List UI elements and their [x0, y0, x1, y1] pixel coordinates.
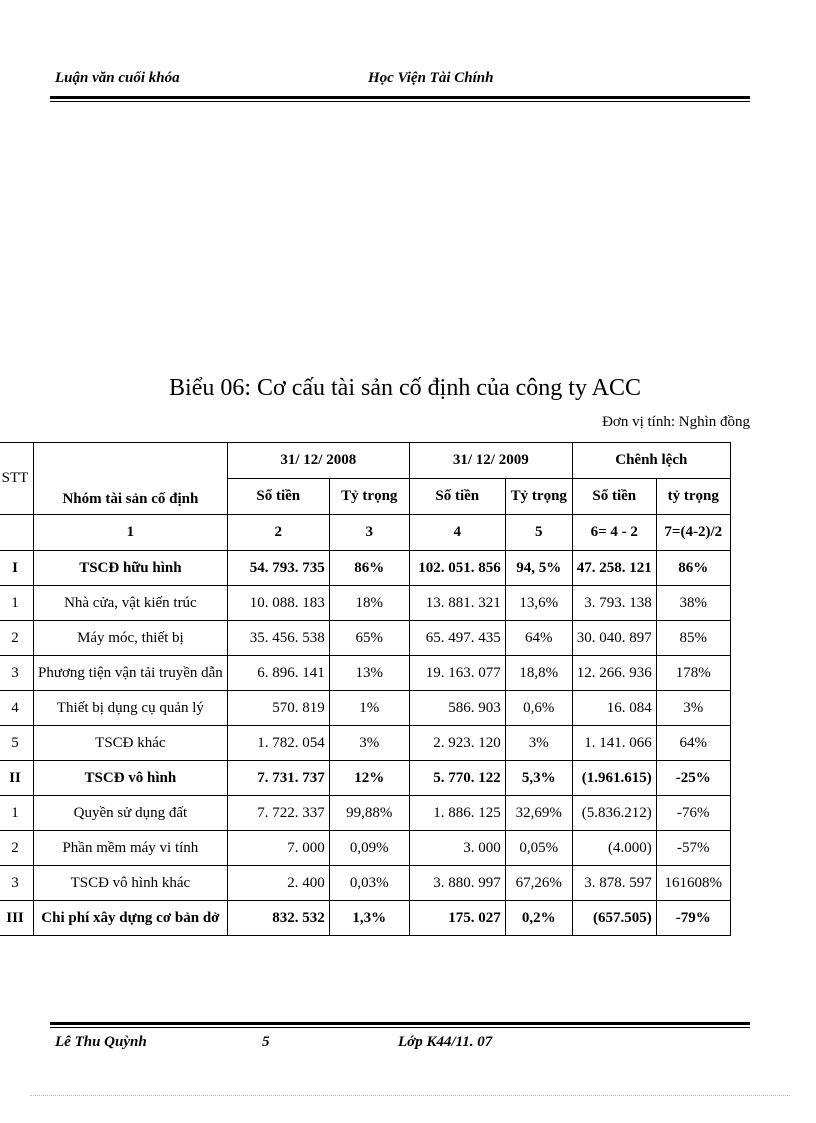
- table-row: [0, 691, 730, 726]
- row-share-2008: 1,3%: [329, 901, 409, 936]
- row-share-2009: 3%: [505, 726, 572, 761]
- row-name: Quyền sử dụng đất: [34, 796, 228, 831]
- col-num-7: 7=(4-2)/2: [656, 515, 730, 551]
- empty-cell: [0, 515, 34, 551]
- header-left: Luận văn cuối khóa: [55, 70, 180, 86]
- row-share-2008: 0,03%: [329, 866, 409, 901]
- col-num-3: 3: [329, 515, 409, 551]
- table-row: [0, 586, 730, 621]
- row-value-2009: 102. 051. 856: [409, 551, 505, 586]
- row-stt: III: [0, 901, 34, 936]
- row-share-2009: 0,2%: [505, 901, 572, 936]
- row-stt: 2: [0, 621, 34, 656]
- row-share-2009: 5,3%: [505, 761, 572, 796]
- row-diff-share: 178%: [656, 656, 730, 691]
- row-name: Nhà cửa, vật kiến trúc: [34, 586, 228, 621]
- page-edge-line: [30, 1095, 790, 1096]
- row-value-2009: 175. 027: [409, 901, 505, 936]
- row-share-2009: 0,05%: [505, 831, 572, 866]
- col-stt-header: STT: [0, 443, 34, 515]
- row-value-2008: 7. 000: [227, 831, 329, 866]
- row-share-2008: 18%: [329, 586, 409, 621]
- row-value-2009: 1. 886. 125: [409, 796, 505, 831]
- fixed-assets-table: [0, 442, 731, 936]
- row-share-2009: 0,6%: [505, 691, 572, 726]
- row-stt: 1: [0, 586, 34, 621]
- row-value-2009: 3. 000: [409, 831, 505, 866]
- row-diff-share: -25%: [656, 761, 730, 796]
- row-name: TSCĐ vô hình: [34, 761, 228, 796]
- row-diff-share: 38%: [656, 586, 730, 621]
- table-row: [0, 551, 730, 586]
- row-diff-value: 47. 258. 121: [572, 551, 656, 586]
- col-num-2: 2: [227, 515, 329, 551]
- table-title: Biểu 06: Cơ cấu tài sản cố định của công ty ACC: [169, 375, 641, 401]
- row-diff-share: -76%: [656, 796, 730, 831]
- table-row: [0, 761, 730, 796]
- header-rule-thin: [50, 101, 750, 102]
- row-stt: 3: [0, 656, 34, 691]
- row-diff-value: 3. 878. 597: [572, 866, 656, 901]
- row-value-2009: 586. 903: [409, 691, 505, 726]
- row-share-2009: 32,69%: [505, 796, 572, 831]
- footer-author: Lê Thu Quỳnh: [55, 1034, 147, 1050]
- row-value-2009: 5. 770. 122: [409, 761, 505, 796]
- row-value-2009: 3. 880. 997: [409, 866, 505, 901]
- row-share-2009: 94, 5%: [505, 551, 572, 586]
- ty-trong-header-3: tỷ trọng: [656, 479, 730, 515]
- row-stt: 5: [0, 726, 34, 761]
- row-name: Phương tiện vận tải truyền dẫn: [34, 656, 228, 691]
- row-name: Thiết bị dụng cụ quản lý: [34, 691, 228, 726]
- row-share-2008: 0,09%: [329, 831, 409, 866]
- row-share-2008: 86%: [329, 551, 409, 586]
- col-num-5: 5: [505, 515, 572, 551]
- so-tien-header-3: Số tiền: [572, 479, 656, 515]
- row-share-2009: 13,6%: [505, 586, 572, 621]
- table-row: [0, 901, 730, 936]
- table-row: [0, 656, 730, 691]
- row-diff-share: 161608%: [656, 866, 730, 901]
- row-share-2008: 12%: [329, 761, 409, 796]
- footer-page-number: 5: [262, 1034, 270, 1050]
- row-share-2009: 18,8%: [505, 656, 572, 691]
- column-number-row: [0, 515, 730, 551]
- row-diff-value: 12. 266. 936: [572, 656, 656, 691]
- row-name: TSCĐ vô hình khác: [34, 866, 228, 901]
- row-share-2009: 67,26%: [505, 866, 572, 901]
- row-value-2008: 1. 782. 054: [227, 726, 329, 761]
- row-value-2008: 10. 088. 183: [227, 586, 329, 621]
- ty-trong-header-1: Tỷ trọng: [329, 479, 409, 515]
- footer-class: Lớp K44/11. 07: [398, 1034, 493, 1050]
- row-diff-value: (657.505): [572, 901, 656, 936]
- row-name: Máy móc, thiết bị: [34, 621, 228, 656]
- row-value-2008: 832. 532: [227, 901, 329, 936]
- header-center: Học Viện Tài Chính: [368, 70, 494, 86]
- header-row-1: [0, 443, 730, 479]
- table-row: [0, 726, 730, 761]
- diff-header: Chênh lệch: [572, 443, 730, 479]
- row-share-2008: 99,88%: [329, 796, 409, 831]
- row-diff-share: 3%: [656, 691, 730, 726]
- row-diff-share: 64%: [656, 726, 730, 761]
- row-value-2009: 19. 163. 077: [409, 656, 505, 691]
- table-row: [0, 866, 730, 901]
- row-name: TSCĐ hữu hình: [34, 551, 228, 586]
- period2-header: 31/ 12/ 2009: [409, 443, 572, 479]
- row-value-2008: 35. 456. 538: [227, 621, 329, 656]
- row-stt: 1: [0, 796, 34, 831]
- row-value-2009: 65. 497. 435: [409, 621, 505, 656]
- footer-rule: [50, 1022, 750, 1025]
- table-row: [0, 831, 730, 866]
- footer-rule-thin: [50, 1027, 750, 1028]
- row-value-2008: 6. 896. 141: [227, 656, 329, 691]
- col-num-1: 1: [34, 515, 228, 551]
- ty-trong-header-2: Tỷ trọng: [505, 479, 572, 515]
- row-share-2008: 3%: [329, 726, 409, 761]
- row-value-2009: 2. 923. 120: [409, 726, 505, 761]
- row-value-2008: 570. 819: [227, 691, 329, 726]
- row-share-2008: 65%: [329, 621, 409, 656]
- row-value-2008: 7. 731. 737: [227, 761, 329, 796]
- row-name: TSCĐ khác: [34, 726, 228, 761]
- row-value-2009: 13. 881. 321: [409, 586, 505, 621]
- row-share-2009: 64%: [505, 621, 572, 656]
- row-stt: I: [0, 551, 34, 586]
- row-stt: II: [0, 761, 34, 796]
- period1-header: 31/ 12/ 2008: [227, 443, 409, 479]
- col-num-4: 4: [409, 515, 505, 551]
- so-tien-header-1: Số tiền: [227, 479, 329, 515]
- table-row: [0, 621, 730, 656]
- row-name: Chi phí xây dựng cơ bản dở: [34, 901, 228, 936]
- row-share-2008: 13%: [329, 656, 409, 691]
- row-diff-value: 3. 793. 138: [572, 586, 656, 621]
- row-value-2008: 2. 400: [227, 866, 329, 901]
- row-diff-value: 1. 141. 066: [572, 726, 656, 761]
- row-stt: 3: [0, 866, 34, 901]
- row-diff-value: 30. 040. 897: [572, 621, 656, 656]
- row-name: Phần mềm máy vi tính: [34, 831, 228, 866]
- row-diff-value: (5.836.212): [572, 796, 656, 831]
- col-num-6: 6= 4 - 2: [572, 515, 656, 551]
- row-diff-value: 16. 084: [572, 691, 656, 726]
- unit-label: Đơn vị tính: Nghìn đồng: [602, 414, 750, 430]
- row-diff-share: -57%: [656, 831, 730, 866]
- so-tien-header-2: Số tiền: [409, 479, 505, 515]
- row-diff-share: 86%: [656, 551, 730, 586]
- header-rule: [50, 96, 750, 99]
- table-row: [0, 796, 730, 831]
- row-diff-share: 85%: [656, 621, 730, 656]
- row-stt: 4: [0, 691, 34, 726]
- row-diff-share: -79%: [656, 901, 730, 936]
- row-share-2008: 1%: [329, 691, 409, 726]
- row-diff-value: (1.961.615): [572, 761, 656, 796]
- row-value-2008: 7. 722. 337: [227, 796, 329, 831]
- row-stt: 2: [0, 831, 34, 866]
- row-value-2008: 54. 793. 735: [227, 551, 329, 586]
- row-diff-value: (4.000): [572, 831, 656, 866]
- col-group-header: Nhóm tài sản cố định: [34, 443, 228, 515]
